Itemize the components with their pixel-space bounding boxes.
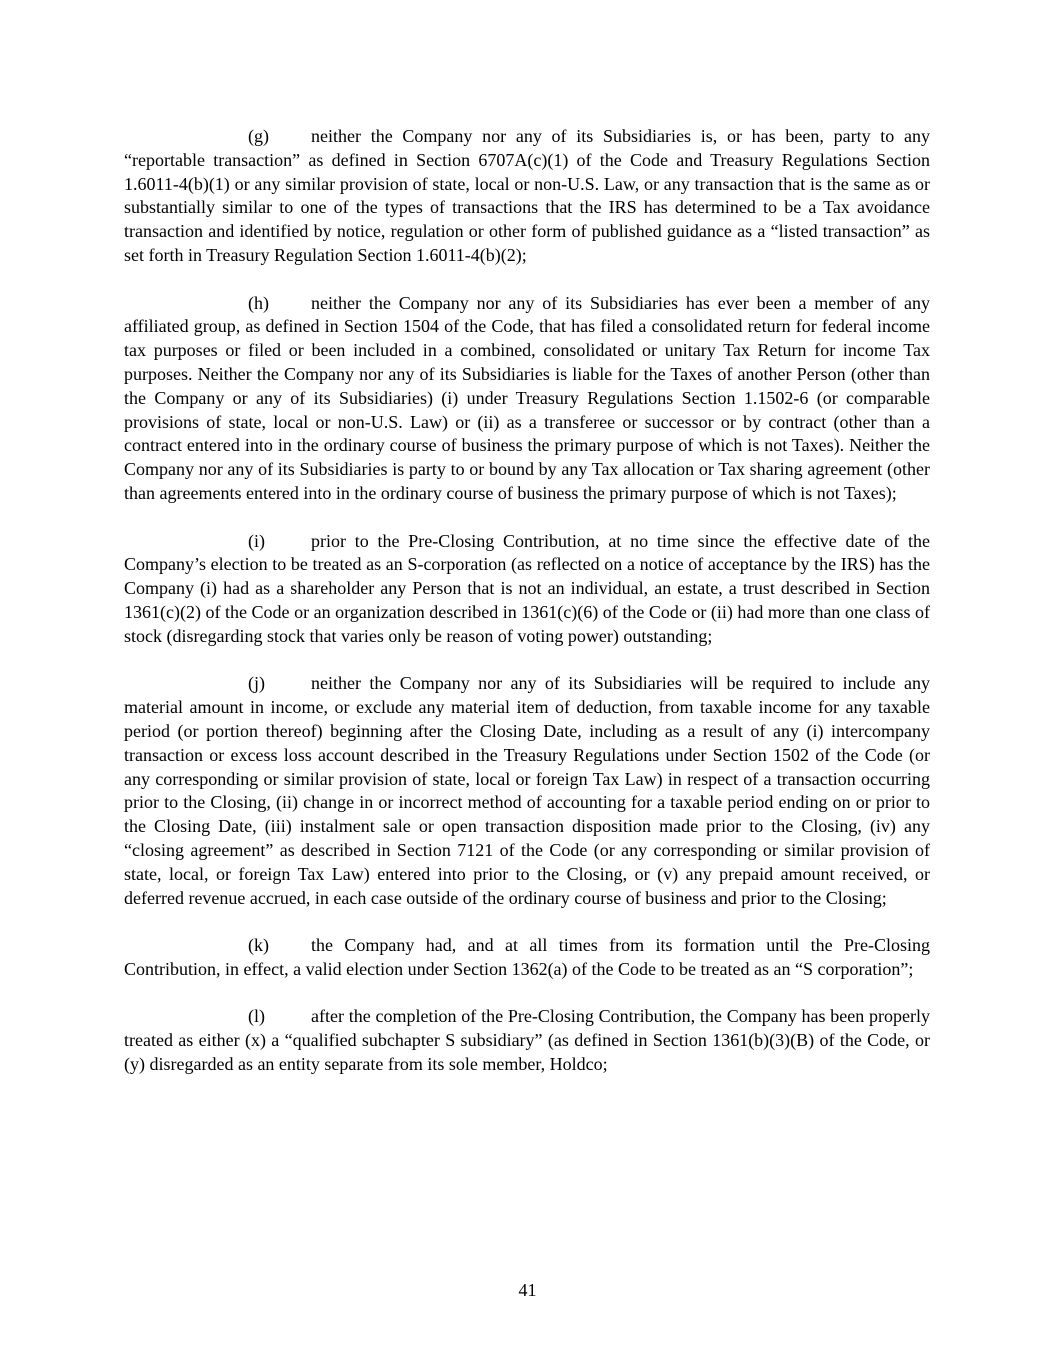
paragraph-h <box>124 292 930 506</box>
document-body <box>124 125 930 1101</box>
paragraph-label: (h) <box>248 292 269 313</box>
paragraph-l <box>124 1005 930 1076</box>
paragraph-label: (g) <box>248 126 269 146</box>
paragraph-text: neither the Company nor any of its Subsidiaries has ever been a member of any affiliated group, as defined in Section 1504 of the Code, that has filed a consolidated return for federal income tax purposes or filed or been included in a combined, consolidated or unitary Tax Return for income Tax purposes. Neither the Company nor any of its Subsidiaries is liable for the Taxes of another Person (other than the Company or any of its Subsidiaries) (i) under Treasury Regulations Section 1.1502-6 (or comparable provisions of state, local or non-U.S. Law) or (ii) as a transferee or successor or by contract (other than a contract entered into in the ordinary course of business the primary purpose of which is not Taxes). Neither the Company nor any of its Subsidiaries is party to or bound by any Tax allocation or Tax sharing agreement (other than agreements entered into in the ordinary course of business the primary purpose of which is not Taxes); <box>124 292 930 503</box>
paragraph-j <box>124 672 930 910</box>
paragraph-g <box>124 125 930 268</box>
paragraph-text: the Company had, and at all times from its formation until the Pre-Closing Contribution, in effect, a valid election under Section 1362(a) of the Code to be treated as an “S corporation”; <box>124 935 930 979</box>
paragraph-text: neither the Company nor any of its Subsidiaries will be required to include any material amount in income, or exclude any material item of deduction, from taxable income for any taxable period (or portion thereof) beginning after the Closing Date, including as a result of any (i) intercompany transaction or excess loss account described in the Treasury Regulations under Section 1502 of the Code (or any corresponding or similar provision of state, local or foreign Tax Law) in respect of a transaction occurring prior to the Closing, (ii) change in or incorrect method of accounting for a taxable period ending on or prior to the Closing Date, (iii) instalment sale or open transaction disposition made prior to the Closing, (iv) any “closing agreement” as described in Section 7121 of the Code (or any corresponding or similar provision of state, local, or foreign Tax Law) entered into prior to the Closing, or (v) any prepaid amount received, or deferred revenue accrued, in each case outside of the ordinary course of business and prior to the Closing; <box>124 673 930 908</box>
paragraph-text: prior to the Pre-Closing Contribution, at no time since the effective date of the Company’s election to be treated as an S-corporation (as reflected on a notice of acceptance by the IRS) has the Company (i) had as a shareholder any Person that is not an individual, an estate, a trust described in Section 1361(c)(2) of the Code or an organization described in 1361(c)(6) of the Code or (ii) had more than one class of stock (disregarding stock that varies only be reason of voting power) outstanding; <box>124 530 930 646</box>
paragraph-k <box>124 934 930 982</box>
page-number: 41 <box>518 1280 537 1300</box>
paragraph-i <box>124 530 930 649</box>
paragraph-label: (l) <box>248 1006 265 1027</box>
paragraph-text: after the completion of the Pre-Closing Contribution, the Company has been properly treated as either (x) a “qualified subchapter S subsidiary” (as defined in Section 1361(b)(3)(B) of the Code, or (y) disregarded as an entity separate from its sole member, Holdco; <box>124 1006 930 1075</box>
paragraph-label: (j) <box>248 673 265 694</box>
paragraph-text: neither the Company nor any of its Subsidiaries is, or has been, party to any “reportable transaction” as defined in Section 6707A(c)(1) of the Code and Treasury Regulations Section 1.6011-4(b)(1) or any similar provision of state, local or non-U.S. Law, or any transaction that is the same as or substantially similar to one of the types of transactions that the IRS has determined to be a Tax avoidance transaction and identified by notice, regulation or other form of published guidance as a “listed transaction” as set forth in Treasury Regulation Section 1.6011-4(b)(2); <box>124 126 930 265</box>
paragraph-label: (k) <box>248 935 269 956</box>
paragraph-label: (i) <box>248 530 265 551</box>
